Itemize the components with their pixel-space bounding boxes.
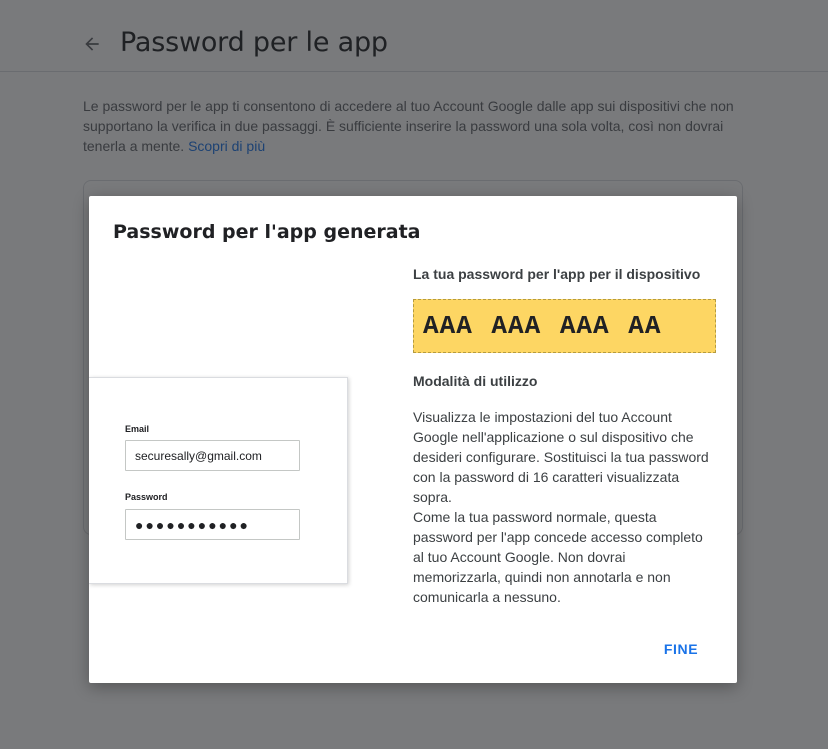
generated-password-dialog — [89, 196, 737, 683]
usage-heading: Modalità di utilizzo — [413, 373, 538, 389]
generated-password[interactable]: AAA AAA AAA AA — [423, 311, 662, 341]
usage-paragraph-1: Visualizza le impostazioni del tuo Account Google nell'applicazione o sul dispositivo che desideri configurare. Sostituisci la tua password con la password di 16 caratteri visualizzata sopra. — [413, 409, 709, 505]
illustration-password-label: Password — [125, 492, 168, 502]
generated-password-box[interactable] — [413, 299, 716, 353]
sign-in-illustration — [89, 377, 348, 584]
usage-paragraph-2: Come la tua password normale, questa password per l'app concede accesso completo al tuo Account Google. Non dovrai memorizzarla, quindi non annotarla e non comunicarla a nessuno. — [413, 509, 703, 605]
illustration-email-field: securesally@gmail.com — [125, 440, 300, 471]
password-heading: La tua password per l'app per il dispositivo — [413, 266, 701, 282]
done-button[interactable]: FINE — [655, 636, 707, 662]
dialog-title: Password per l'app generata — [113, 221, 421, 243]
usage-instructions — [413, 407, 717, 607]
illustration-email-label: Email — [125, 424, 150, 434]
illustration-password-field: ●●●●●●●●●●● — [125, 509, 300, 540]
